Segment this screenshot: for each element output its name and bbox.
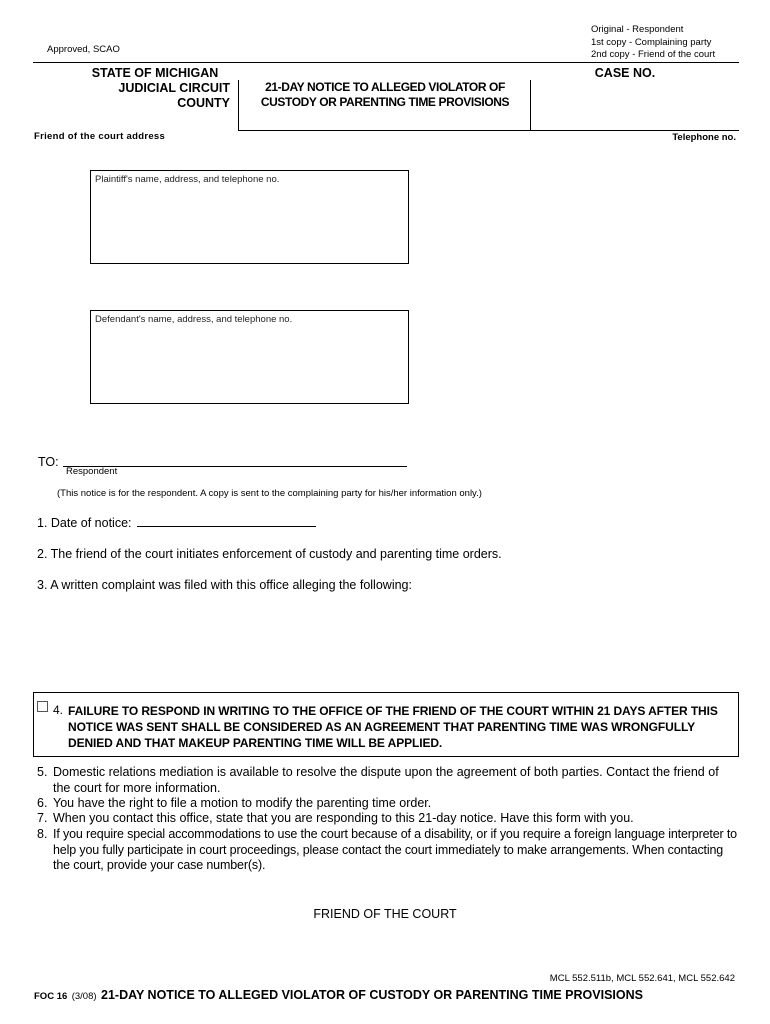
approved-label: Approved, SCAO [47,44,120,55]
copy-line-second: 2nd copy - Friend of the court [591,49,716,60]
item-8-text: If you require special accommodations to use the court because of a disability, or if you require a foreign language interpreter to help you fully participate in court proceedings, please contact the court immediately to make arrangements. When contacting the court, provide your case number(s). [53,827,737,872]
copy-distribution [591,24,715,62]
item-4-warning-text: FAILURE TO RESPOND IN WRITING TO THE OFFICE OF THE FRIEND OF THE COURT WITHIN 21 DAYS AFTER THIS NOTICE WAS SENT SHALL BE CONSIDERED AS AN AGREEMENT THAT PARENTING TIME WAS WRONGFULLY DENIED AND THAT MAKEUP PARENTING TIME WILL BE APPLIED. [68,704,718,750]
header-top-rule [33,62,739,63]
form-title [239,80,531,110]
judicial-circuit: JUDICIAL CIRCUIT [118,81,230,95]
plaintiff-box-label: Plaintiff's name, address, and telephone no. [95,174,280,185]
case-number-label: CASE NO. [594,66,656,80]
respondent-note: (This notice is for the respondent. A copy is sent to the complaining party for his/her information only.) [57,488,482,499]
item-5-number: 5. [37,765,48,779]
item-6-text: You have the right to file a motion to modify the parenting time order. [53,796,432,810]
court-block [40,66,230,111]
defendant-box-label: Defendant's name, address, and telephone no. [95,314,293,325]
item-6-number: 6. [37,796,48,810]
mcl-citation: MCL 552.511b, MCL 552.641, MCL 552.642 [549,973,735,984]
form-title-line1: 21-DAY NOTICE TO ALLEGED VIOLATOR OF [265,80,505,94]
county: COUNTY [177,96,230,110]
item-5-text: Domestic relations mediation is available to resolve the dispute upon the agreement of both parties. Contact the friend of the court for more information. [53,765,719,795]
form-date: (3/08) [71,991,97,1002]
telephone-label: Telephone no. [672,132,736,143]
copy-line-first: 1st copy - Complaining party [591,36,712,48]
item-5 [37,765,737,796]
item-7 [37,811,737,827]
form-code: FOC 16 [34,991,68,1002]
copy-line-original: Original - Respondent [591,24,684,35]
item-1-date-of-notice: 1. Date of notice: [37,516,132,530]
footer-title: 21-DAY NOTICE TO ALLEGED VIOLATOR OF CUSTODY OR PARENTING TIME PROVISIONS [101,988,643,1002]
state-name: STATE OF MICHIGAN [91,66,219,80]
item-3: 3. A written complaint was filed with this office alleging the following: [37,578,412,592]
item-7-text: When you contact this office, state that you are responding to this 21-day notice. Have this form with you. [53,811,634,825]
defendant-box[interactable] [90,310,409,404]
item-7-number: 7. [37,811,48,825]
item-8 [37,827,737,874]
item-6 [37,796,737,812]
foc-address-label: Friend of the court address [34,131,166,142]
form-title-line2: CUSTODY OR PARENTING TIME PROVISIONS [260,95,510,109]
item-4-number: 4. [53,703,64,717]
date-of-notice-line[interactable] [137,526,316,527]
respondent-sublabel: Respondent [66,466,118,477]
item-2: 2. The friend of the court initiates enforcement of custody and parenting time orders. [37,547,502,561]
header-bottom-rule [238,130,739,131]
friend-of-court-signature-label: FRIEND OF THE COURT [313,907,457,921]
to-label: TO: [38,455,59,469]
item-8-number: 8. [37,827,48,841]
plaintiff-box[interactable] [90,170,409,264]
item-4-checkbox[interactable] [37,701,48,712]
form-footer [34,986,643,1004]
